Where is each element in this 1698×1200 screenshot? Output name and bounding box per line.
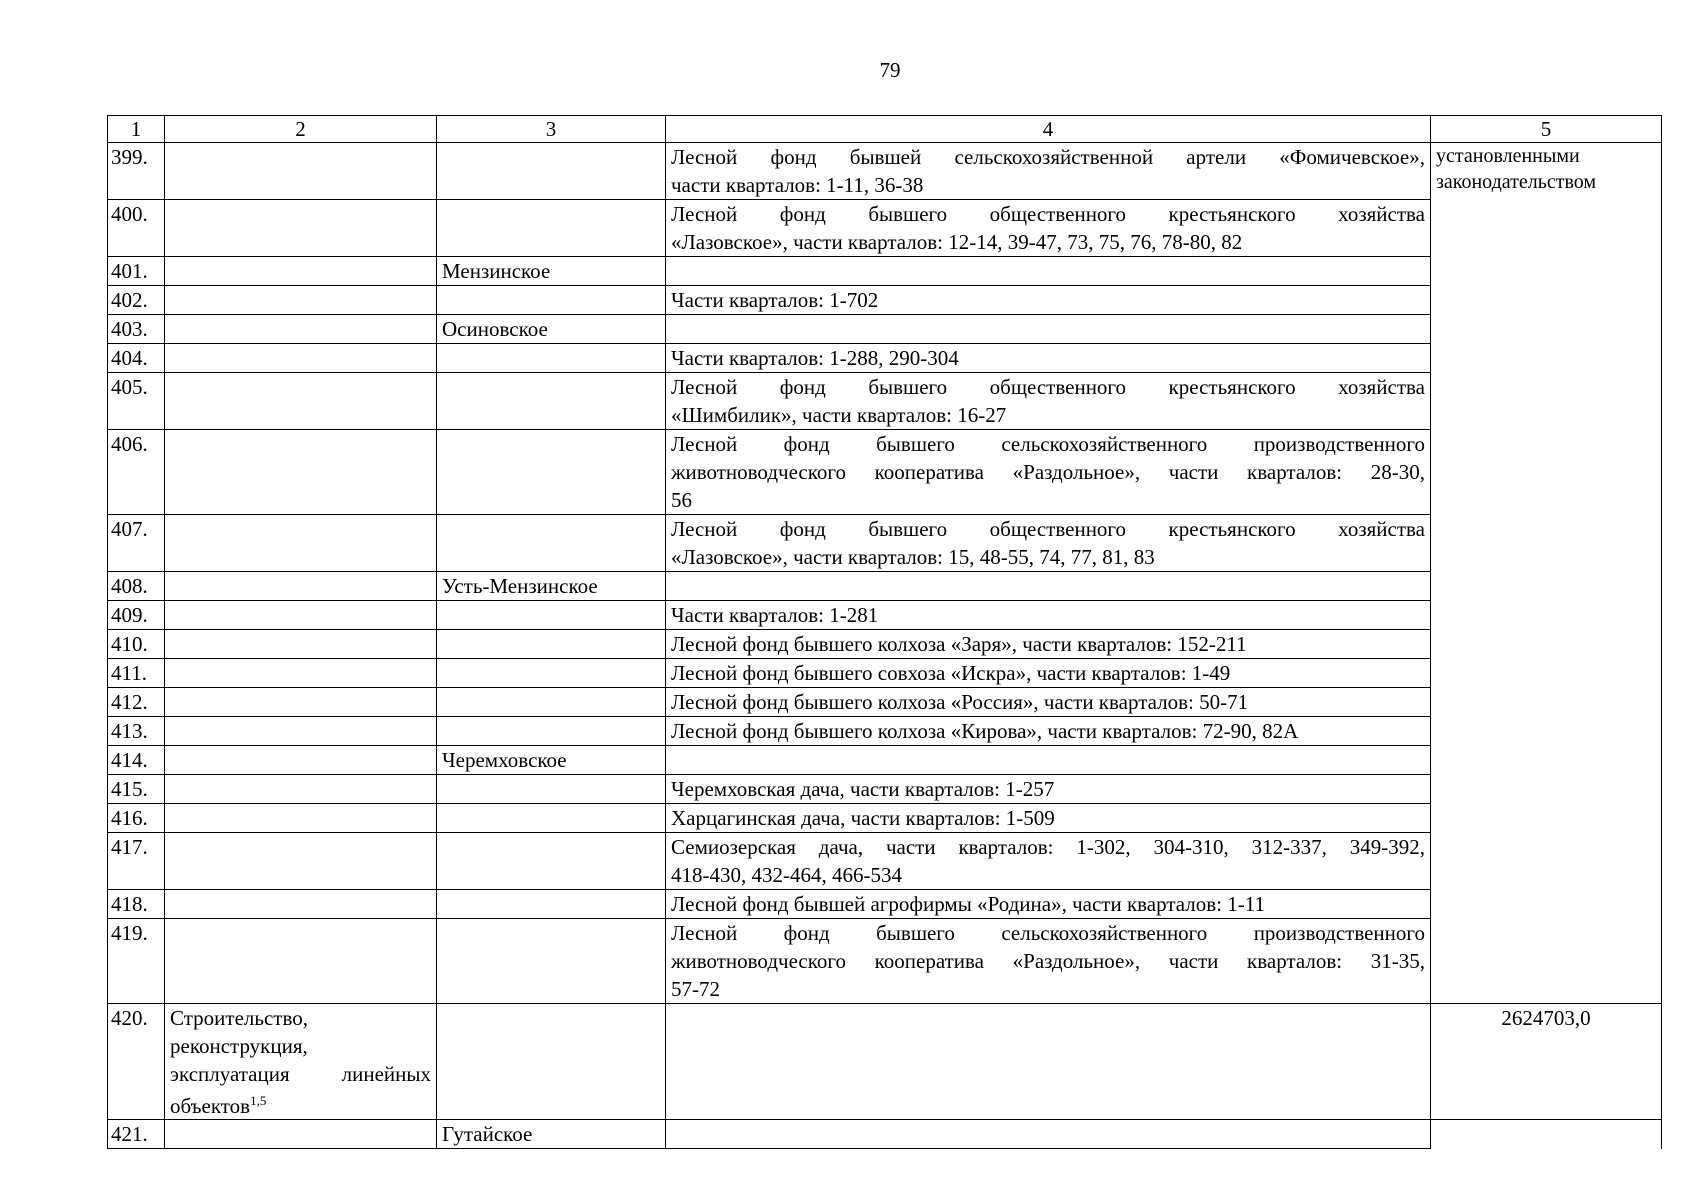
purpose-cell bbox=[165, 1004, 437, 1120]
quarters-cell bbox=[666, 1004, 1431, 1120]
quarters-cell bbox=[666, 746, 1431, 775]
area-note-cell bbox=[1431, 1120, 1662, 1149]
district-cell bbox=[437, 688, 666, 717]
quarters-cell bbox=[666, 630, 1431, 659]
quarters-line bbox=[671, 315, 1425, 343]
purpose-cell bbox=[165, 373, 437, 430]
district-cell: Мензинское bbox=[437, 257, 666, 286]
quarters-cell bbox=[666, 515, 1431, 572]
table-row bbox=[108, 344, 1662, 373]
table-row bbox=[108, 804, 1662, 833]
table-row bbox=[108, 373, 1662, 430]
district-cell: Гутайское bbox=[437, 1120, 666, 1149]
quarters-line: животноводческого кооператива «Раздольное», части кварталов: 31-35, bbox=[671, 949, 1425, 973]
quarters-cell bbox=[666, 919, 1431, 1004]
row-number: 420. bbox=[108, 1004, 165, 1120]
quarters-line: Лесной фонд бывшего колхоза «Кирова», части кварталов: 72-90, 82А bbox=[671, 719, 1299, 743]
district-cell bbox=[437, 430, 666, 515]
purpose-line: реконструкция, bbox=[170, 1034, 308, 1058]
district-cell bbox=[437, 833, 666, 890]
table-row bbox=[108, 572, 1662, 601]
quarters-line: «Лазовское», части кварталов: 15, 48-55, 74, 77, 81, 83 bbox=[671, 545, 1155, 569]
table-row bbox=[108, 890, 1662, 919]
table-row bbox=[108, 659, 1662, 688]
district-cell: Усть-Мензинское bbox=[437, 572, 666, 601]
purpose-cell bbox=[165, 746, 437, 775]
quarters-line: 418-430, 432-464, 466-534 bbox=[671, 863, 902, 887]
row-number: 403. bbox=[108, 315, 165, 344]
quarters-line bbox=[671, 746, 1425, 774]
table-row bbox=[108, 257, 1662, 286]
quarters-line: 57-72 bbox=[671, 977, 720, 1001]
table-row bbox=[108, 746, 1662, 775]
quarters-line: Лесной фонд бывшего сельскохозяйственного производственного bbox=[671, 432, 1425, 456]
quarters-cell bbox=[666, 601, 1431, 630]
quarters-cell bbox=[666, 373, 1431, 430]
table-row bbox=[108, 143, 1662, 200]
area-note-line: законодательством bbox=[1436, 171, 1597, 193]
purpose-word: объектов bbox=[170, 1094, 251, 1118]
quarters-line: «Шимбилик», части кварталов: 16-27 bbox=[671, 403, 1007, 427]
district-cell bbox=[437, 373, 666, 430]
row-number: 402. bbox=[108, 286, 165, 315]
purpose-line: Строительство, bbox=[170, 1006, 308, 1030]
column-header: 5 bbox=[1431, 116, 1662, 143]
row-number: 406. bbox=[108, 430, 165, 515]
table-row bbox=[108, 630, 1662, 659]
quarters-line: Части кварталов: 1-702 bbox=[671, 288, 879, 312]
district-cell bbox=[437, 344, 666, 373]
district-cell: Осиновское bbox=[437, 315, 666, 344]
district-cell: Черемховское bbox=[437, 746, 666, 775]
area-value-cell: 2624703,0 bbox=[1431, 1004, 1662, 1120]
quarters-cell bbox=[666, 344, 1431, 373]
quarters-line: Лесной фонд бывшей сельскохозяйственной артели «Фомичевское», bbox=[671, 145, 1425, 169]
table-row bbox=[108, 1004, 1662, 1120]
quarters-line: Черемховская дача, части кварталов: 1-257 bbox=[671, 777, 1055, 801]
table-row bbox=[108, 515, 1662, 572]
district-cell bbox=[437, 1004, 666, 1120]
table-header-row bbox=[108, 116, 1662, 143]
row-number: 410. bbox=[108, 630, 165, 659]
district-cell bbox=[437, 515, 666, 572]
district-cell bbox=[437, 804, 666, 833]
row-number: 419. bbox=[108, 919, 165, 1004]
quarters-cell bbox=[666, 1120, 1431, 1149]
purpose-cell bbox=[165, 688, 437, 717]
quarters-cell bbox=[666, 257, 1431, 286]
table-row bbox=[108, 833, 1662, 890]
district-cell bbox=[437, 630, 666, 659]
purpose-cell bbox=[165, 572, 437, 601]
purpose-line-last bbox=[170, 1088, 431, 1119]
row-number: 399. bbox=[108, 143, 165, 200]
table-row bbox=[108, 286, 1662, 315]
quarters-cell bbox=[666, 659, 1431, 688]
quarters-line bbox=[671, 257, 1425, 285]
quarters-cell bbox=[666, 286, 1431, 315]
table-row bbox=[108, 688, 1662, 717]
quarters-cell bbox=[666, 143, 1431, 200]
purpose-cell bbox=[165, 344, 437, 373]
column-header: 3 bbox=[437, 116, 666, 143]
quarters-line: Части кварталов: 1-281 bbox=[671, 603, 879, 627]
quarters-line: животноводческого кооператива «Раздольное», части кварталов: 28-30, bbox=[671, 460, 1425, 484]
purpose-cell bbox=[165, 200, 437, 257]
table-row bbox=[108, 919, 1662, 1004]
quarters-cell bbox=[666, 200, 1431, 257]
row-number: 407. bbox=[108, 515, 165, 572]
column-header: 2 bbox=[165, 116, 437, 143]
row-number: 409. bbox=[108, 601, 165, 630]
quarters-line: Лесной фонд бывшего сельскохозяйственного производственного bbox=[671, 921, 1425, 945]
table-row bbox=[108, 430, 1662, 515]
district-cell bbox=[437, 200, 666, 257]
purpose-cell bbox=[165, 286, 437, 315]
quarters-line: Лесной фонд бывшего общественного крестьянского хозяйства bbox=[671, 202, 1425, 226]
quarters-line: Лесной фонд бывшего колхоза «Россия», части кварталов: 50-71 bbox=[671, 690, 1249, 714]
purpose-cell bbox=[165, 601, 437, 630]
table-row bbox=[108, 315, 1662, 344]
quarters-line: части кварталов: 1-11, 36-38 bbox=[671, 173, 924, 197]
purpose-cell bbox=[165, 833, 437, 890]
quarters-line: Семиозерская дача, части кварталов: 1-302, 304-310, 312-337, 349-392, bbox=[671, 835, 1425, 859]
row-number: 414. bbox=[108, 746, 165, 775]
quarters-line: Харцагинская дача, части кварталов: 1-509 bbox=[671, 806, 1055, 830]
row-number: 417. bbox=[108, 833, 165, 890]
row-number: 421. bbox=[108, 1120, 165, 1149]
row-number: 400. bbox=[108, 200, 165, 257]
row-number: 411. bbox=[108, 659, 165, 688]
quarters-line: Лесной фонд бывшего общественного крестьянского хозяйства bbox=[671, 375, 1425, 399]
purpose-line: эксплуатация линейных bbox=[170, 1062, 431, 1086]
row-number: 408. bbox=[108, 572, 165, 601]
district-cell bbox=[437, 919, 666, 1004]
row-number: 415. bbox=[108, 775, 165, 804]
footnote-marker: 1,5 bbox=[250, 1093, 267, 1108]
district-cell bbox=[437, 143, 666, 200]
table-row bbox=[108, 200, 1662, 257]
purpose-cell bbox=[165, 717, 437, 746]
district-cell bbox=[437, 775, 666, 804]
purpose-cell bbox=[165, 804, 437, 833]
purpose-cell bbox=[165, 659, 437, 688]
purpose-cell bbox=[165, 890, 437, 919]
row-number: 412. bbox=[108, 688, 165, 717]
quarters-cell bbox=[666, 833, 1431, 890]
district-cell bbox=[437, 601, 666, 630]
page-number: 79 bbox=[879, 58, 901, 82]
purpose-cell bbox=[165, 775, 437, 804]
quarters-cell bbox=[666, 890, 1431, 919]
quarters-line bbox=[671, 572, 1425, 600]
quarters-line: 56 bbox=[671, 488, 692, 512]
quarters-cell bbox=[666, 804, 1431, 833]
row-number: 405. bbox=[108, 373, 165, 430]
purpose-cell bbox=[165, 515, 437, 572]
forest-table bbox=[107, 115, 1662, 1149]
quarters-cell bbox=[666, 688, 1431, 717]
quarters-cell bbox=[666, 315, 1431, 344]
table-row bbox=[108, 775, 1662, 804]
quarters-line: «Лазовское», части кварталов: 12-14, 39-47, 73, 75, 76, 78-80, 82 bbox=[671, 230, 1243, 254]
area-note-cell bbox=[1431, 143, 1662, 1004]
table-row bbox=[108, 717, 1662, 746]
district-cell bbox=[437, 286, 666, 315]
district-cell bbox=[437, 659, 666, 688]
row-number: 404. bbox=[108, 344, 165, 373]
quarters-line: Лесной фонд бывшего общественного крестьянского хозяйства bbox=[671, 517, 1425, 541]
quarters-cell bbox=[666, 717, 1431, 746]
purpose-cell bbox=[165, 1120, 437, 1149]
row-number: 418. bbox=[108, 890, 165, 919]
column-header: 1 bbox=[108, 116, 165, 143]
purpose-cell bbox=[165, 315, 437, 344]
quarters-cell bbox=[666, 775, 1431, 804]
purpose-cell bbox=[165, 919, 437, 1004]
purpose-cell bbox=[165, 430, 437, 515]
district-cell bbox=[437, 717, 666, 746]
district-cell bbox=[437, 890, 666, 919]
row-number: 401. bbox=[108, 257, 165, 286]
quarters-line: Лесной фонд бывшей агрофирмы «Родина», части кварталов: 1-11 bbox=[671, 892, 1265, 916]
quarters-line: Части кварталов: 1-288, 290-304 bbox=[671, 346, 959, 370]
quarters-cell bbox=[666, 430, 1431, 515]
area-note-line: установленными bbox=[1436, 145, 1580, 167]
row-number: 413. bbox=[108, 717, 165, 746]
column-header: 4 bbox=[666, 116, 1431, 143]
quarters-line: Лесной фонд бывшего совхоза «Искра», части кварталов: 1-49 bbox=[671, 661, 1231, 685]
quarters-cell bbox=[666, 572, 1431, 601]
row-number: 416. bbox=[108, 804, 165, 833]
purpose-cell bbox=[165, 143, 437, 200]
purpose-cell bbox=[165, 257, 437, 286]
purpose-cell bbox=[165, 630, 437, 659]
table-row bbox=[108, 1120, 1662, 1149]
table-row bbox=[108, 601, 1662, 630]
quarters-line: Лесной фонд бывшего колхоза «Заря», части кварталов: 152-211 bbox=[671, 632, 1247, 656]
